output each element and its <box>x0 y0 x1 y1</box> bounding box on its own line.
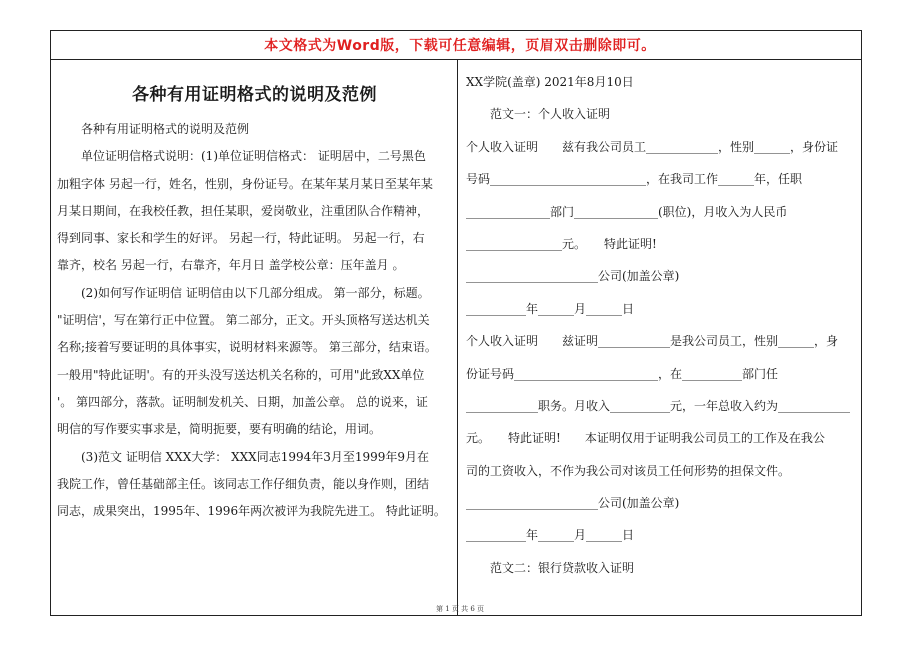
left-column-body <box>57 116 452 525</box>
text-line: 月某日期间，在我校任教，担任某职，爱岗敬业，注重团队合作精神， <box>57 203 430 218</box>
text-line: "证明信'，写在第行正中位置。 第二部分，正文。开头顶格写送达机关 <box>57 313 430 328</box>
text-line: 明信的写作要实事求是，简明扼要，要有明确的结论，用词。 <box>57 422 382 437</box>
page-number: 第 1 页 共 6 页 <box>435 605 485 613</box>
text-line: 单位证明信格式说明：(1)单位证明信格式： 证明居中，二号黑色 <box>57 149 426 164</box>
text-line: ______________部门______________(职位)，月收入为人民币 <box>466 204 788 219</box>
text-line: 范文一：个人收入证明 <box>466 107 611 122</box>
text-line: 同志，成果突出，1995年、1996年两次被评为我院先进工。 特此证明。 <box>57 504 446 519</box>
text-line: (3)范文 证明信 XXX大学： XXX同志1994年3月至1999年9月在 <box>57 449 430 464</box>
document-title: 各种有用证明格式的说明及范例 <box>132 85 377 105</box>
text-line: 号码__________________________，在我司工作______年，任职 <box>466 172 803 187</box>
text-line: 司的工资收入，不作为我公司对该员工任何形势的担保文件。 <box>466 463 791 478</box>
text-line: ________________元。 特此证明! <box>466 236 657 251</box>
text-line: 范文二：银行贷款收入证明 <box>466 560 635 575</box>
header-divider <box>50 59 862 60</box>
text-line: ______________________公司(加盖公章) <box>466 269 680 284</box>
text-line: 各种有用证明格式的说明及范例 <box>57 122 250 136</box>
text-line: 一般用"特此证明'。有的开头没写送达机关名称的，可用"此致XX单位 <box>57 367 425 382</box>
text-line: 个人收入证明 兹有我公司员工____________，性别______，身份证 <box>466 139 839 154</box>
text-line: '。 第四部分，落款。证明制发机关、日期，加盖公章。 总的说来，证 <box>57 394 428 409</box>
left-column <box>57 74 452 525</box>
text-line: 元。 特此证明! 本证明仅用于证明我公司员工的工作及在我公 <box>466 431 825 446</box>
column-divider <box>457 59 458 616</box>
text-line: __________年______月______日 <box>466 528 635 543</box>
text-line: 名称;接着写要证明的具体事实，说明材料来源等。 第三部分，结束语。 <box>57 340 437 355</box>
text-line: 份证号码________________________，在__________部门任 <box>466 366 779 381</box>
text-line: ______________________公司(加盖公章) <box>466 496 680 511</box>
text-line: (2)如何写作证明信 证明信由以下几部分组成。 第一部分，标题。 <box>57 285 430 300</box>
text-line: 我院工作，曾任基础部主任。该同志工作仔细负责，能以身作则，团结 <box>57 476 430 491</box>
text-line: 个人收入证明 兹证明____________是我公司员工，性别______，身 <box>466 334 839 349</box>
text-line: ____________职务。月收入__________元，一年总收入约为____________ <box>466 398 851 413</box>
right-column-body <box>466 66 858 584</box>
text-line: 得到同事、家长和学生的好评。 另起一行，特此证明。 另起一行，右 <box>57 231 425 246</box>
right-column <box>466 66 858 584</box>
header-banner: 本文格式为Word版，下载可任意编辑，页眉双击删除即可。 <box>264 38 656 54</box>
text-line: XX学院(盖章) 2021年8月10日 <box>466 75 634 89</box>
text-line: 加粗字体 另起一行，姓名，性别，身份证号。在某年某月某日至某年某 <box>57 176 433 191</box>
text-line: __________年______月______日 <box>466 301 635 316</box>
text-line: 靠齐，校名 另起一行，右靠齐，年月日 盖学校公章：压年盖月 。 <box>57 258 405 273</box>
